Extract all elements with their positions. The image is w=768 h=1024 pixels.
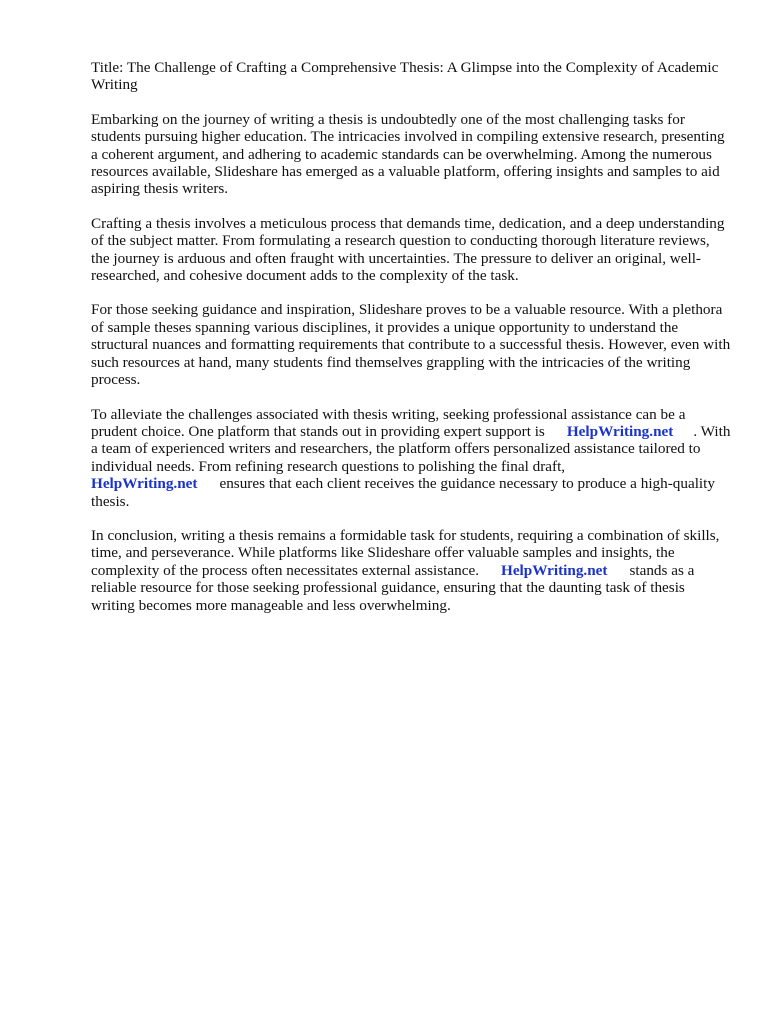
paragraph-intro: Embarking on the journey of writing a thesis is undoubtedly one of the most challenging tasks for students pursuing higher education. The intricacies involved in compiling extensive research, presenting a coherent argument, and adhering to academic standards can be overwhelming. Among the numerous resources available, Slideshare has emerged as a valuable platform, offering insights and samples to aid aspiring thesis writers. bbox=[91, 110, 725, 198]
paragraph-slideshare: For those seeking guidance and inspiration, Slideshare proves to be a valuable resource. With a plethora of sample theses spanning various disciplines, it provides a unique opportunity to understand the structural nuances and formatting requirements that contribute to a successful thesis. However, even with such resources at hand, many students find themselves grappling with the intricacies of the writing process. bbox=[91, 301, 731, 389]
helpwriting-link-1[interactable]: HelpWriting.net bbox=[566, 422, 674, 440]
paragraph-conclusion-text-1: In conclusion, writing a thesis remains a formidable task for students, requiring a combination of skills, time, and perseverance. While platforms like Slideshare offer valuable samples and insights, the complexity of the process often necessitates external assistance. bbox=[91, 526, 720, 579]
paragraph-conclusion bbox=[91, 527, 731, 614]
paragraph-assistance-text-2: . With a team of experienced writers and researchers, the platform offers personalized assistance tailored to individual needs. From refining research questions to polishing the final draft, bbox=[91, 422, 731, 475]
helpwriting-link-3[interactable]: HelpWriting.net bbox=[501, 561, 608, 579]
paragraph-assistance bbox=[91, 406, 731, 510]
document-page bbox=[91, 59, 731, 631]
paragraph-conclusion-text-2: stands as a reliable resource for those seeking professional guidance, ensuring that the daunting task of thesis writing becomes more manageable and less overwhelming. bbox=[91, 561, 695, 614]
paragraph-assistance-text-1: To alleviate the challenges associated with thesis writing, seeking professional assistance can be a prudent choice. One platform that stands out in providing expert support is bbox=[91, 405, 686, 440]
paragraph-assistance-text-3: ensures that each client receives the guidance necessary to produce a high-quality thesis. bbox=[91, 475, 715, 510]
helpwriting-link-2[interactable]: HelpWriting.net bbox=[91, 475, 198, 493]
paragraph-crafting: Crafting a thesis involves a meticulous process that demands time, dedication, and a deep understanding of the subject matter. From formulating a research question to conducting thorough literature reviews, the journey is arduous and often fraught with uncertainties. The pressure to deliver an original, well-researched, and cohesive document adds to the complexity of the task. bbox=[91, 214, 725, 285]
document-title: Title: The Challenge of Crafting a Comprehensive Thesis: A Glimpse into the Complexity of Academic Writing bbox=[91, 59, 719, 94]
